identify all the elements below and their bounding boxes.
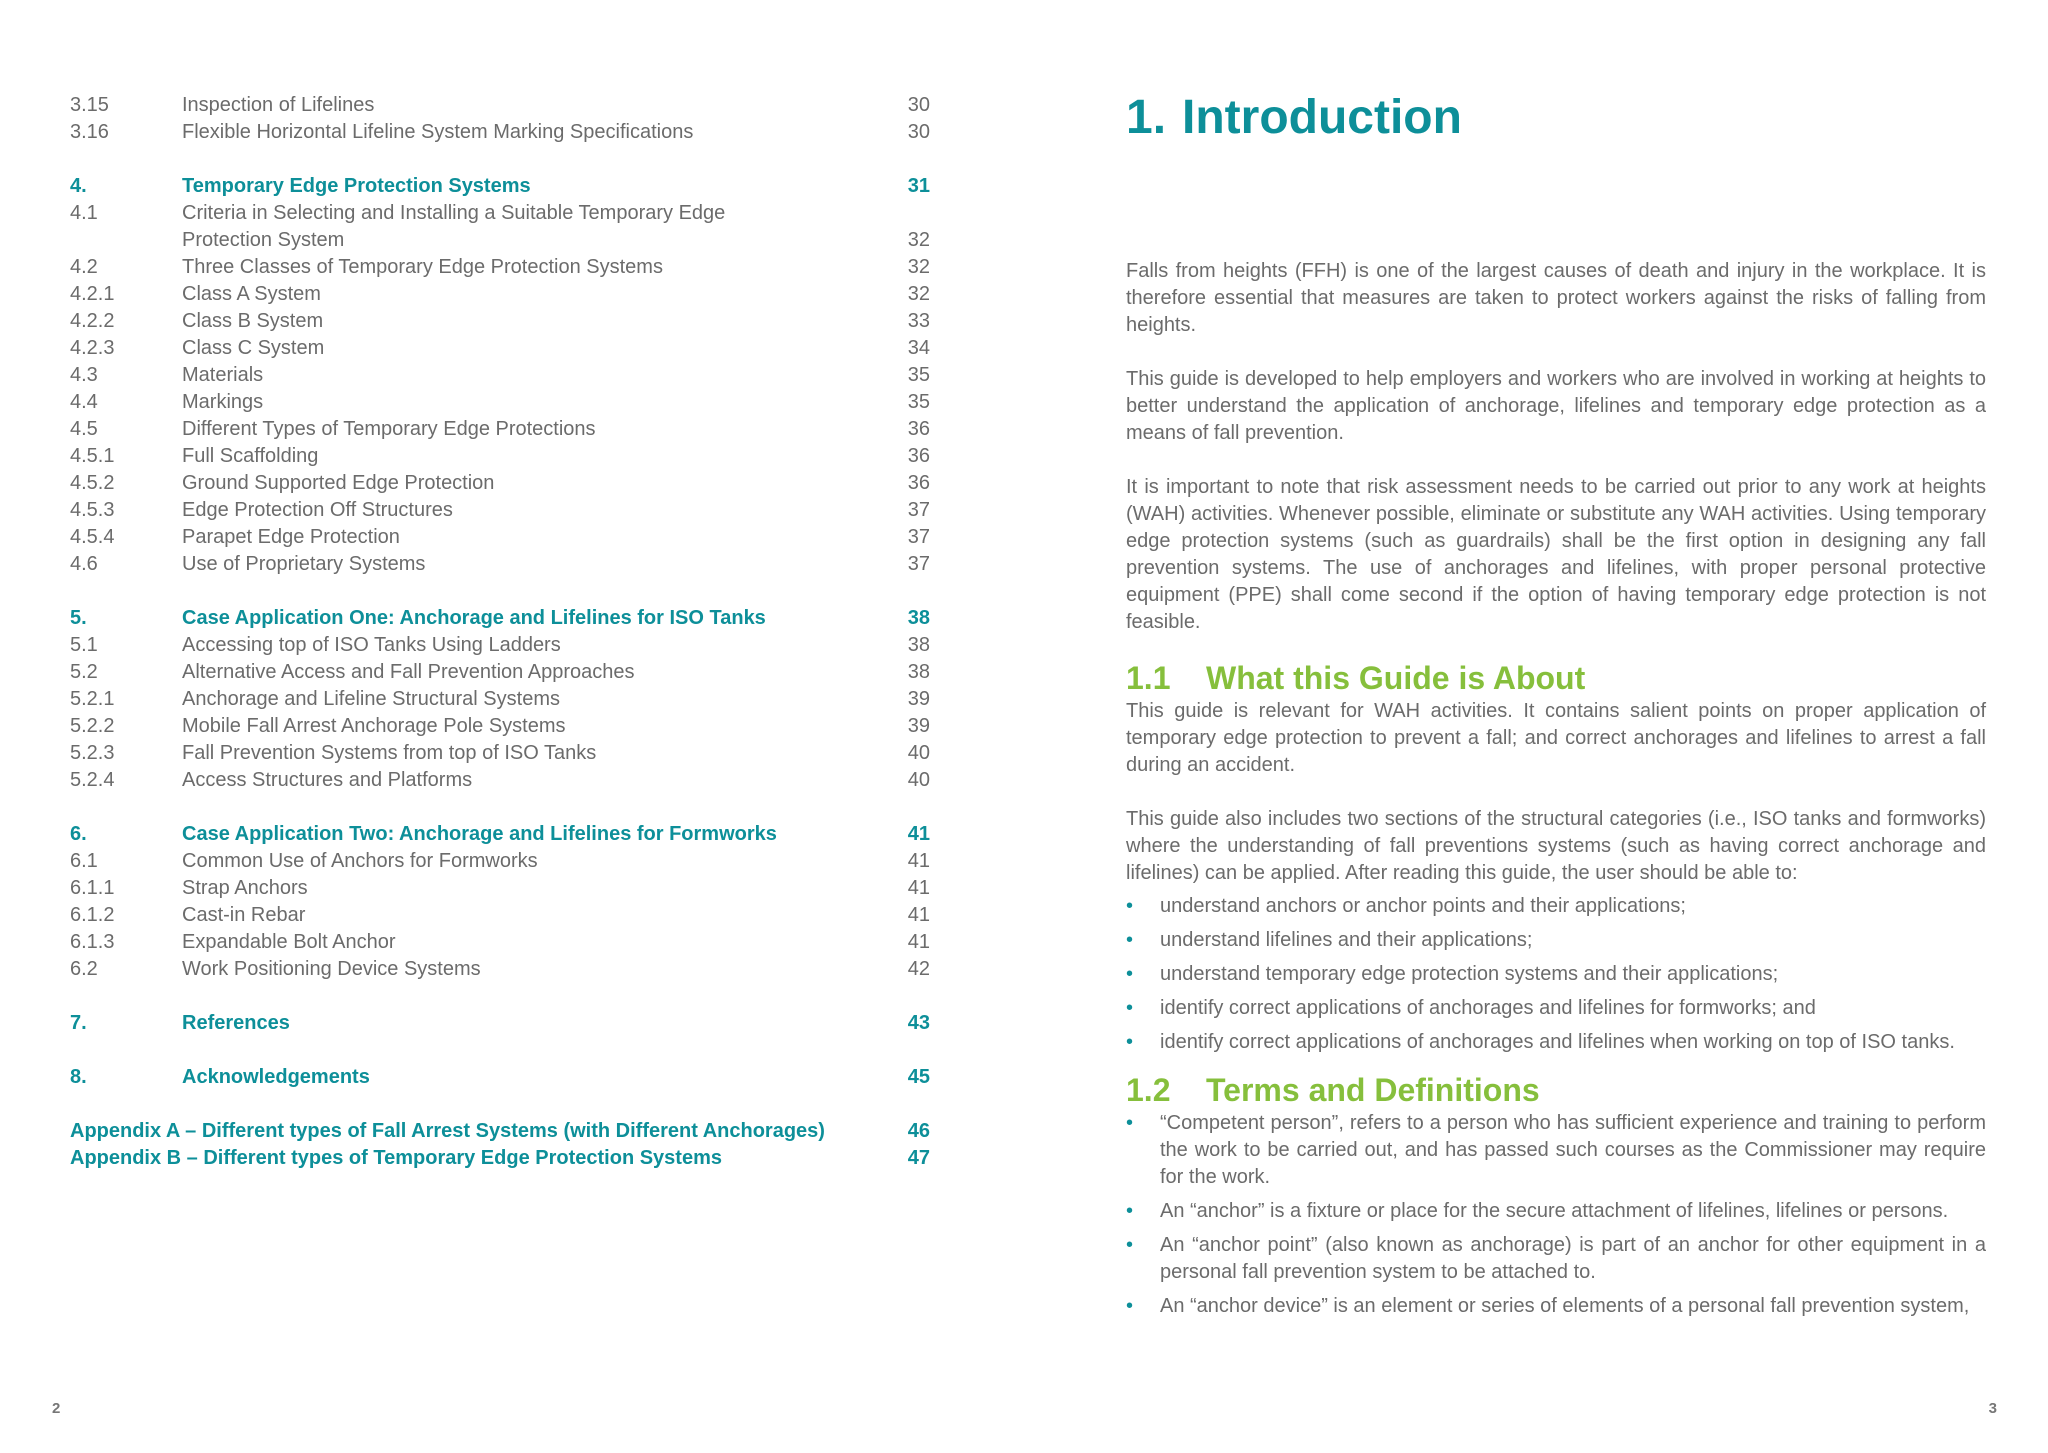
section-1-2-number: 1.2 <box>1126 1072 1171 1108</box>
bullet-icon: • <box>1126 1234 1134 1256</box>
definition-item <box>1126 1232 1986 1286</box>
toc-entry-page: 41 <box>907 904 930 926</box>
toc-section-page: 45 <box>907 1066 930 1088</box>
toc-entry[interactable] <box>70 956 930 983</box>
toc-entry-number: 6.1.3 <box>70 931 115 953</box>
toc-entry[interactable] <box>70 92 930 119</box>
toc-entry-title: Edge Protection Off Structures <box>182 499 453 521</box>
toc-entry-title: Common Use of Anchors for Formworks <box>182 850 538 872</box>
toc-entry-page: 33 <box>907 310 930 332</box>
toc-appendix-title: Appendix B – Different types of Temporary Edge Protection Systems <box>70 1147 722 1169</box>
toc-entry-page: 39 <box>907 688 930 710</box>
toc-entry[interactable] <box>70 551 930 578</box>
definition-item <box>1126 1198 1986 1225</box>
toc-entry[interactable] <box>70 362 930 389</box>
toc-entry-title: Expandable Bolt Anchor <box>182 931 396 953</box>
introduction-number: 1. <box>1126 91 1167 144</box>
toc-entry-number: 4.2.3 <box>70 337 115 359</box>
definition-item <box>1126 1110 1986 1191</box>
toc-entry[interactable] <box>70 119 930 146</box>
bullet-icon: • <box>1126 895 1134 917</box>
toc-entry-title: Accessing top of ISO Tanks Using Ladders <box>182 634 561 656</box>
toc-entry-title: Fall Prevention Systems from top of ISO Tanks <box>182 742 597 764</box>
definition-text: An “anchor point” (also known as anchorage) is part of an anchor for other equipment in a personal fall prevention system to be attached to. <box>1160 1234 1986 1283</box>
toc-entry[interactable] <box>70 929 930 956</box>
list-item <box>1126 893 1986 920</box>
section-1-1-number: 1.1 <box>1126 660 1171 696</box>
toc-section-heading[interactable] <box>70 605 930 632</box>
toc-entry-title: Different Types of Temporary Edge Protections <box>182 418 596 440</box>
toc-appendix-title: Appendix A – Different types of Fall Arrest Systems (with Different Anchorages) <box>70 1120 825 1142</box>
toc-entry-number: 6.1 <box>70 850 98 872</box>
toc-section-title: Temporary Edge Protection Systems <box>182 175 531 197</box>
toc-section-number: 4. <box>70 175 87 197</box>
toc-entry-page: 39 <box>907 715 930 737</box>
bullet-icon: • <box>1126 1295 1134 1317</box>
toc-section-number: 8. <box>70 1066 87 1088</box>
toc-entry-page: 30 <box>907 121 930 143</box>
toc-entry-title: Materials <box>182 364 264 386</box>
toc-entry-title: Criteria in Selecting and Installing a Suitable Temporary Edge <box>182 202 726 224</box>
toc-entry[interactable] <box>70 848 930 875</box>
toc-entry[interactable] <box>70 740 930 767</box>
toc-section-heading[interactable] <box>70 173 930 200</box>
toc-entry[interactable] <box>70 416 930 443</box>
toc-section-page: 43 <box>907 1012 930 1034</box>
list-item-text: understand temporary edge protection systems and their applications; <box>1160 963 1779 985</box>
toc-entry-page: 38 <box>907 634 930 656</box>
toc-entry[interactable] <box>70 335 930 362</box>
toc-entry-title: Strap Anchors <box>182 877 308 899</box>
toc-section-number: 6. <box>70 823 87 845</box>
toc-entry-title: Alternative Access and Fall Prevention Approaches <box>182 661 635 683</box>
bullet-icon: • <box>1126 1200 1134 1222</box>
toc-entry-number: 3.16 <box>70 121 109 143</box>
toc-entry-continuation[interactable] <box>70 227 930 254</box>
section-1-2-heading <box>1126 1070 1986 1110</box>
toc-entry-number: 4.1 <box>70 202 98 224</box>
toc-entry-title: Cast-in Rebar <box>182 904 306 926</box>
toc-section-page: 41 <box>907 823 930 845</box>
toc-entry[interactable] <box>70 308 930 335</box>
toc-entry-number: 4.2.1 <box>70 283 115 305</box>
list-item <box>1126 927 1986 954</box>
toc-entry-page: 38 <box>907 661 930 683</box>
bullet-icon: • <box>1126 929 1134 951</box>
section-1-1-title: What this Guide is About <box>1206 660 1586 696</box>
toc-section-heading[interactable] <box>70 821 930 848</box>
toc-entry-page: 34 <box>907 337 930 359</box>
definition-item <box>1126 1293 1986 1320</box>
toc-entry-page: 32 <box>907 283 930 305</box>
toc-entry-title: Inspection of Lifelines <box>182 94 375 116</box>
intro-paragraph: It is important to note that risk assessment needs to be carried out prior to any work at heights (WAH) activities. Whenever possible, eliminate or substitute any WAH activities. Using temporary edge protection systems (such as guardrails) shall be the first option in designing any fall prevention systems. The use of anchorages and lifelines, with proper personal protective equipment (PPE) shall come second if the option of having temporary edge protection is not feasible. <box>1126 476 1986 633</box>
toc-entry-page: 32 <box>907 256 930 278</box>
toc-appendix-entry[interactable] <box>70 1118 930 1145</box>
toc-entry-title: Class A System <box>182 283 321 305</box>
toc-entry[interactable] <box>70 713 930 740</box>
introduction-heading <box>1126 88 1986 148</box>
toc-entry[interactable] <box>70 497 930 524</box>
toc-entry-number: 4.5 <box>70 418 98 440</box>
list-item-text: identify correct applications of anchorages and lifelines when working on top of ISO tanks. <box>1160 1031 1955 1053</box>
toc-entry-page: 40 <box>907 742 930 764</box>
introduction-page <box>1126 88 1986 1327</box>
toc-entry-page: 35 <box>907 364 930 386</box>
list-item <box>1126 1029 1986 1056</box>
toc-entry[interactable] <box>70 281 930 308</box>
toc-entry-title: Flexible Horizontal Lifeline System Marking Specifications <box>182 121 694 143</box>
list-item-text: understand anchors or anchor points and their applications; <box>1160 895 1686 917</box>
toc-entry-title: Markings <box>182 391 264 413</box>
toc-entry-title: Access Structures and Platforms <box>182 769 473 791</box>
toc-entry-title: Use of Proprietary Systems <box>182 553 426 575</box>
toc-entry[interactable] <box>70 686 930 713</box>
toc-section-page: 31 <box>907 175 930 197</box>
toc-entry-number: 4.4 <box>70 391 98 413</box>
toc-entry-page: 36 <box>907 472 930 494</box>
toc-appendix-page: 47 <box>907 1147 930 1169</box>
toc-entry-number: 4.5.3 <box>70 499 115 521</box>
toc-entry-page: 37 <box>907 526 930 548</box>
toc-section-page: 38 <box>907 607 930 629</box>
toc-entry[interactable] <box>70 659 930 686</box>
toc-entry-number: 6.2 <box>70 958 98 980</box>
toc-entry[interactable] <box>70 443 930 470</box>
toc-entry-number: 4.2 <box>70 256 98 278</box>
toc-entry[interactable] <box>70 767 930 794</box>
toc-entry-number: 4.6 <box>70 553 98 575</box>
introduction-title: Introduction <box>1182 91 1462 144</box>
toc-entry[interactable] <box>70 632 930 659</box>
bullet-icon: • <box>1126 1031 1134 1053</box>
definition-text: An “anchor” is a fixture or place for the secure attachment of lifelines, lifelines or persons. <box>1160 1200 1949 1222</box>
table-of-contents <box>70 92 930 1172</box>
toc-entry-number: 4.3 <box>70 364 98 386</box>
toc-entry-title: Parapet Edge Protection <box>182 526 400 548</box>
toc-appendix-entry[interactable] <box>70 1145 930 1172</box>
toc-entry-number: 5.1 <box>70 634 98 656</box>
toc-entry[interactable] <box>70 470 930 497</box>
toc-entry-number: 4.5.2 <box>70 472 115 494</box>
toc-entry-page: 36 <box>907 445 930 467</box>
toc-entry-number: 4.2.2 <box>70 310 115 332</box>
right-page-number: 3 <box>1988 1400 1997 1417</box>
section-1-1-heading <box>1126 658 1986 698</box>
toc-entry-page: 37 <box>907 553 930 575</box>
section-1-1-paragraph: This guide also includes two sections of the structural categories (i.e., ISO tanks and formworks) where the understanding of fall preventions systems (such as having correct anchorage and lifelines) can be applied. After reading this guide, the user should be able to: <box>1126 808 1986 884</box>
definition-text: “Competent person”, refers to a person who has sufficient experience and training to perform the work to be carried out, and has passed such courses as the Commissioner may require for the work. <box>1160 1112 1986 1188</box>
toc-appendix-page: 46 <box>907 1120 930 1142</box>
toc-entry-number: 5.2 <box>70 661 98 683</box>
list-item-text: identify correct applications of anchorages and lifelines for formworks; and <box>1160 997 1816 1019</box>
toc-entry[interactable] <box>70 200 930 227</box>
toc-entry[interactable] <box>70 389 930 416</box>
toc-entry[interactable] <box>70 254 930 281</box>
toc-entry-number: 4.5.1 <box>70 445 115 467</box>
toc-entry-page: 37 <box>907 499 930 521</box>
toc-section-number: 5. <box>70 607 87 629</box>
toc-entry-title: Mobile Fall Arrest Anchorage Pole Systems <box>182 715 566 737</box>
toc-entry-number: 6.1.2 <box>70 904 115 926</box>
toc-entry-title: Ground Supported Edge Protection <box>182 472 495 494</box>
toc-entry-page: 42 <box>907 958 930 980</box>
toc-section-heading[interactable] <box>70 1064 930 1091</box>
toc-entry-number: 3.15 <box>70 94 109 116</box>
bullet-icon: • <box>1126 1112 1134 1134</box>
toc-entry-title: Full Scaffolding <box>182 445 319 467</box>
toc-entry-title: Three Classes of Temporary Edge Protection Systems <box>182 256 663 278</box>
toc-entry-title: Class B System <box>182 310 324 332</box>
definition-text: An “anchor device” is an element or series of elements of a personal fall prevention system, <box>1160 1295 1970 1317</box>
intro-paragraph: This guide is developed to help employers and workers who are involved in working at heights to better understand the application of anchorage, lifelines and temporary edge protection as a means of fall prevention. <box>1126 368 1986 444</box>
list-item <box>1126 995 1986 1022</box>
objectives-list <box>1126 893 1986 1056</box>
list-item <box>1126 961 1986 988</box>
toc-entry-title: Class C System <box>182 337 325 359</box>
toc-entry-page: 32 <box>907 229 930 251</box>
list-item-text: understand lifelines and their applications; <box>1160 929 1533 951</box>
toc-entry-number: 5.2.3 <box>70 742 115 764</box>
toc-entry-title: Work Positioning Device Systems <box>182 958 481 980</box>
section-1-2-title: Terms and Definitions <box>1206 1072 1540 1108</box>
toc-entry-number: 5.2.1 <box>70 688 115 710</box>
bullet-icon: • <box>1126 963 1134 985</box>
toc-entry-page: 30 <box>907 94 930 116</box>
toc-entry-number: 5.2.4 <box>70 769 115 791</box>
section-1-1-paragraph: This guide is relevant for WAH activities. It contains salient points on proper application of temporary edge protection to prevent a fall; and correct anchorages and lifelines to arrest a fall during an accident. <box>1126 700 1986 776</box>
toc-entry-page: 41 <box>907 931 930 953</box>
toc-entry-page: 35 <box>907 391 930 413</box>
toc-entry-page: 40 <box>907 769 930 791</box>
toc-section-heading[interactable] <box>70 1010 930 1037</box>
toc-entry-page: 36 <box>907 418 930 440</box>
toc-entry-title: Anchorage and Lifeline Structural Systems <box>182 688 560 710</box>
toc-entry[interactable] <box>70 875 930 902</box>
toc-section-title: Case Application Two: Anchorage and Lifelines for Formworks <box>182 823 777 845</box>
definitions-list <box>1126 1110 1986 1320</box>
toc-entry[interactable] <box>70 902 930 929</box>
toc-entry-page: 41 <box>907 877 930 899</box>
toc-entry-number: 4.5.4 <box>70 526 115 548</box>
toc-entry-page: 41 <box>907 850 930 872</box>
toc-entry-title: Protection System <box>182 229 345 251</box>
toc-section-number: 7. <box>70 1012 87 1034</box>
toc-entry-number: 5.2.2 <box>70 715 115 737</box>
bullet-icon: • <box>1126 997 1134 1019</box>
toc-section-title: References <box>182 1012 290 1034</box>
toc-section-title: Case Application One: Anchorage and Lifelines for ISO Tanks <box>182 607 766 629</box>
intro-paragraph: Falls from heights (FFH) is one of the largest causes of death and injury in the workplace. It is therefore essential that measures are taken to protect workers against the risks of falling from heights. <box>1126 260 1986 336</box>
toc-entry[interactable] <box>70 524 930 551</box>
toc-entry-number: 6.1.1 <box>70 877 115 899</box>
toc-section-title: Acknowledgements <box>182 1066 370 1088</box>
left-page-number: 2 <box>52 1400 61 1417</box>
